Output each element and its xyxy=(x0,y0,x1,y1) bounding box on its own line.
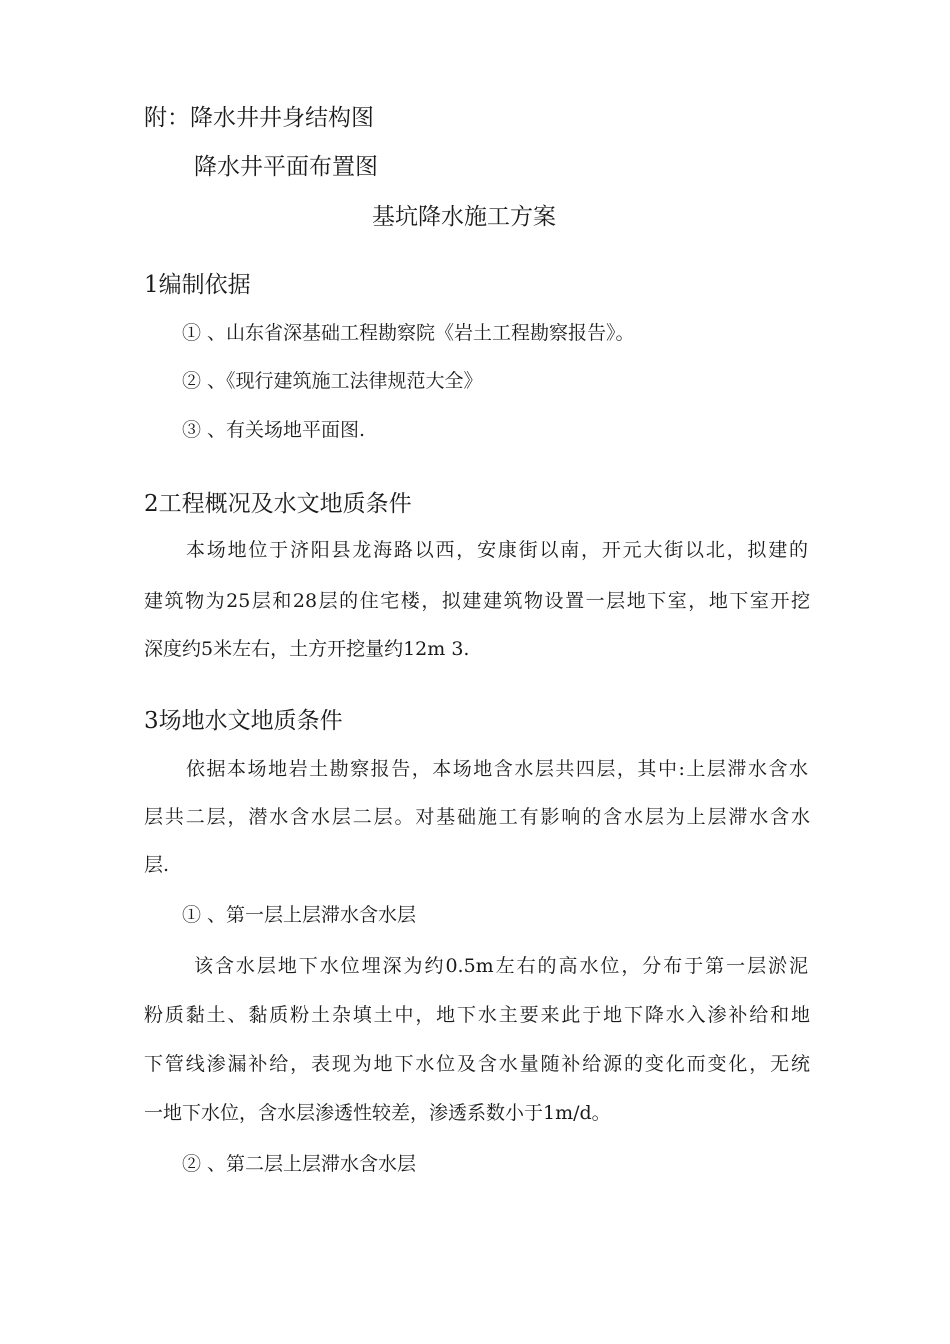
section-3-intro-line-2: 层共二层，潜水含水层二层。对基础施工有影响的含水层为上层滞水含水 xyxy=(144,806,810,828)
section-3-sub1-line-3: 下管线渗漏补给，表现为地下水位及含水量随补给源的变化而变化，无统 xyxy=(144,1053,810,1075)
section-1-heading: 1编制依据 xyxy=(144,272,251,298)
section-1-item-3: ③ 、有关场地平面图. xyxy=(182,419,366,441)
section-2-line-3: 深度约5米左右，土方开挖量约12m 3. xyxy=(144,638,470,660)
section-2-line-2: 建筑物为25层和28层的住宅楼，拟建建筑物设置一层地下室，地下室开挖 xyxy=(144,590,810,612)
section-3-sub1-heading: ① 、第一层上层滞水含水层 xyxy=(182,904,417,926)
appendix-line-layout: 降水井平面布置图 xyxy=(194,154,378,180)
section-3-sub1-line-2: 粉质黏土、黏质粉土杂填土中，地下水主要来此于地下降水入渗补给和地 xyxy=(144,1004,810,1026)
section-3-sub1-line-4: 一地下水位，含水层渗透性较差，渗透系数小于1m/d。 xyxy=(144,1102,611,1124)
section-2-line-1: 本场地位于济阳县龙海路以西，安康街以南，开元大街以北，拟建的 xyxy=(186,539,808,561)
section-1-item-2: ② 、《现行建筑施工法律规范大全》 xyxy=(182,370,483,392)
section-2-heading: 2工程概况及水文地质条件 xyxy=(144,491,412,517)
appendix-line-structure: 附：降水井井身结构图 xyxy=(144,105,374,131)
section-3-heading: 3场地水文地质条件 xyxy=(144,708,343,734)
document-title: 基坑降水施工方案 xyxy=(372,204,556,230)
section-3-intro-line-3: 层. xyxy=(144,854,170,876)
section-3-sub2-heading: ② 、第二层上层滞水含水层 xyxy=(182,1153,417,1175)
section-3-sub1-line-1: 该含水层地下水位埋深为约0.5m左右的高水位，分布于第一层淤泥 xyxy=(194,955,808,977)
section-3-intro-line-1: 依据本场地岩土勘察报告，本场地含水层共四层，其中:上层滞水含水 xyxy=(186,758,808,780)
section-1-item-1: ① 、山东省深基础工程勘察院《岩土工程勘察报告》。 xyxy=(182,322,635,344)
